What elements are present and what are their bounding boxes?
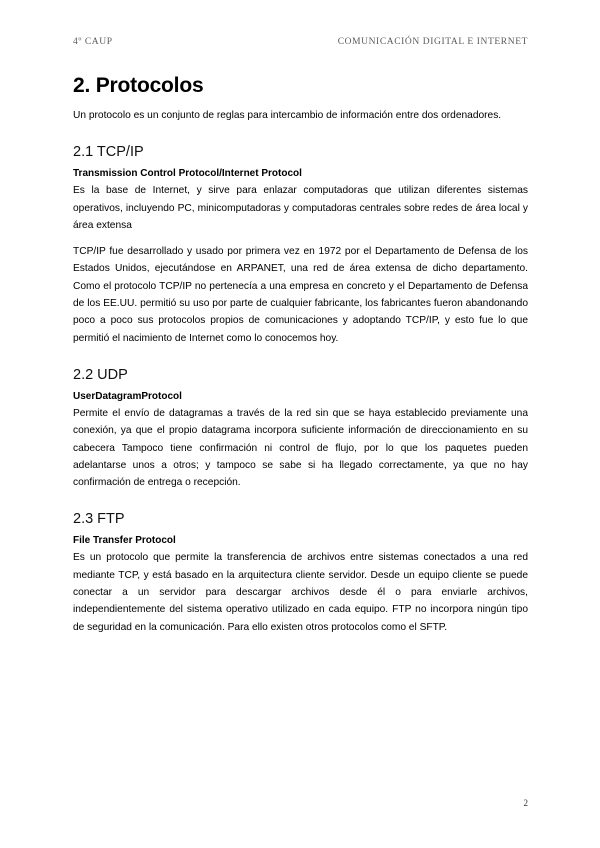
section-ftp [73, 509, 528, 635]
section-paragraph: TCP/IP fue desarrollado y usado por primera vez en 1972 por el Departamento de Defensa de los Estados Unidos, ejecutándose en ARPANET, una red de área extensa de dicho departamento. Como el protocolo TCP/IP no pertenecía a una empresa en concreto y el Departamento de Defensa de los EE.UU. permitió su uso por parte de cualquier fabricante, los fabricantes fueron abandonando poco a poco sus protocolos propios de comunicaciones y adoptando TCP/IP, y esto fue lo que permitió el nacimiento de Internet como lo conocemos hoy. [73, 246, 528, 344]
section-paragraph: Permite el envío de datagramas a través de la red sin que se haya establecido previamente una conexión, ya que el propio datagrama incorpora suficiente información de direccionamiento en su cabecera Tampoco tiene confirmación ni control de flujo, por lo que los paquetes pueden adelantarse unos a otros; y tampoco se sabe si ha llegado correctamente, ya que no hay confirmación de entrega o recepción. [73, 407, 528, 489]
section-tcp-ip [73, 142, 528, 347]
page-title: 2. Protocolos [73, 74, 204, 97]
section-udp [73, 365, 528, 491]
section-heading: 2.2 UDP [73, 366, 128, 383]
header-course: 4º CAUP [73, 37, 113, 47]
page-header [73, 37, 528, 51]
intro-paragraph: Un protocolo es un conjunto de reglas para intercambio de información entre dos ordenadores. [73, 110, 502, 121]
section-subtitle: File Transfer Protocol [73, 535, 176, 547]
section-subtitle: Transmission Control Protocol/Internet Protocol [73, 168, 302, 180]
document-body [73, 72, 528, 654]
header-subject: COMUNICACIÓN DIGITAL E INTERNET [337, 37, 528, 47]
section-paragraph: Es la base de Internet, y sirve para enlazar computadoras que utilizan diferentes sistemas operativos, incluyendo PC, minicomputadoras y computadoras centrales sobre redes de área local y área extensa [73, 185, 528, 231]
section-heading: 2.1 TCP/IP [73, 144, 144, 161]
section-paragraph: Es un protocolo que permite la transferencia de archivos entre sistemas conectados a una red mediante TCP, y está basado en la arquitectura cliente servidor. Desde un equipo cliente se puede conectar a un servidor para descargar archivos desde él o para enviarle archivos, independientemente del sistema operativo utilizado en cada equipo. FTP no incorpora ningún tipo de seguridad en la comunicación. Para ello existen otros protocolos como el SFTP. [73, 552, 528, 633]
section-subtitle: UserDatagramProtocol [73, 390, 182, 402]
page-number: 2 [523, 798, 528, 808]
section-heading: 2.3 FTP [73, 511, 125, 528]
